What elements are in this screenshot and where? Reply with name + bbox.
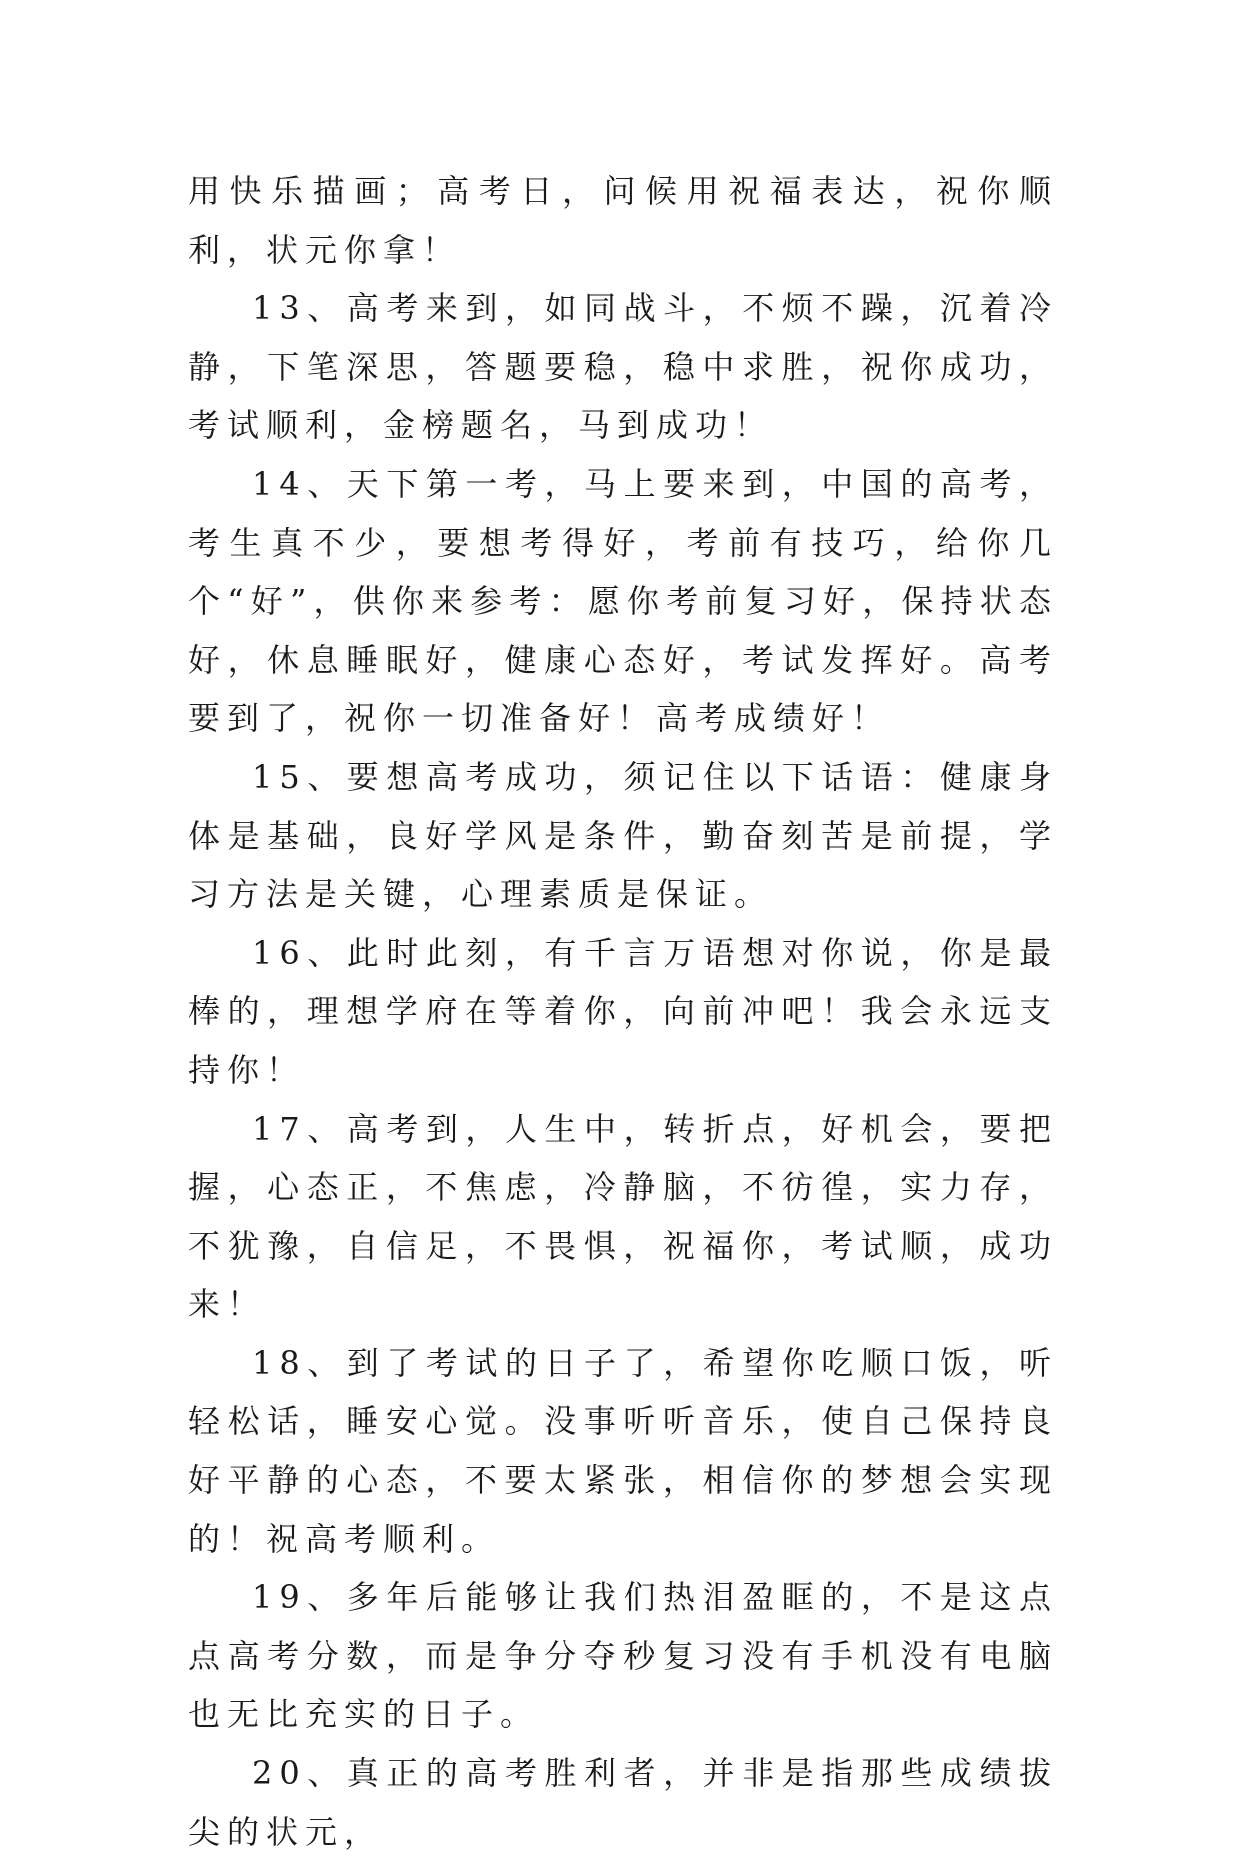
document-body [188,162,1058,1861]
paragraph-item-16: 16、此时此刻，有千言万语想对你说，你是最棒的，理想学府在等着你，向前冲吧！我会永远支持你！ [188,933,1058,1089]
paragraph-item-13: 13、高考来到，如同战斗，不烦不躁，沉着冷静，下笔深思，答题要稳，稳中求胜，祝你成功，考试顺利，金榜题名，马到成功！ [188,289,1058,445]
paragraph-item-17: 17、高考到，人生中，转折点，好机会，要把握，心态正，不焦虑，冷静脑，不彷徨，实力存，不犹豫，自信足，不畏惧，祝福你，考试顺，成功来！ [188,1109,1058,1324]
paragraph-item-19: 19、多年后能够让我们热泪盈眶的，不是这点点高考分数，而是争分夺秒复习没有手机没有电脑也无比充实的日子。 [188,1578,1058,1734]
paragraph-item-14: 14、天下第一考，马上要来到，中国的高考，考生真不少，要想考得好，考前有技巧，给你几个“好”，供你来参考：愿你考前复习好，保持状态好，休息睡眠好，健康心态好，考试发挥好。高考要到了，祝你一切准备好！高考成绩好！ [188,464,1058,738]
paragraph-item-15: 15、要想高考成功，须记住以下话语：健康身体是基础，良好学风是条件，勤奋刻苦是前提，学习方法是关键，心理素质是保证。 [188,757,1058,914]
paragraph-item-18: 18、到了考试的日子了，希望你吃顺口饭，听轻松话，睡安心觉。没事听听音乐，使自己保持良好平静的心态，不要太紧张，相信你的梦想会实现的！祝高考顺利。 [188,1343,1058,1558]
paragraph-continuation: 用快乐描画；高考日，问候用祝福表达，祝你顺利，状元你拿！ [188,172,1058,269]
paragraph-item-20: 20、真正的高考胜利者，并非是指那些成绩拔尖的状元， [188,1754,1058,1851]
